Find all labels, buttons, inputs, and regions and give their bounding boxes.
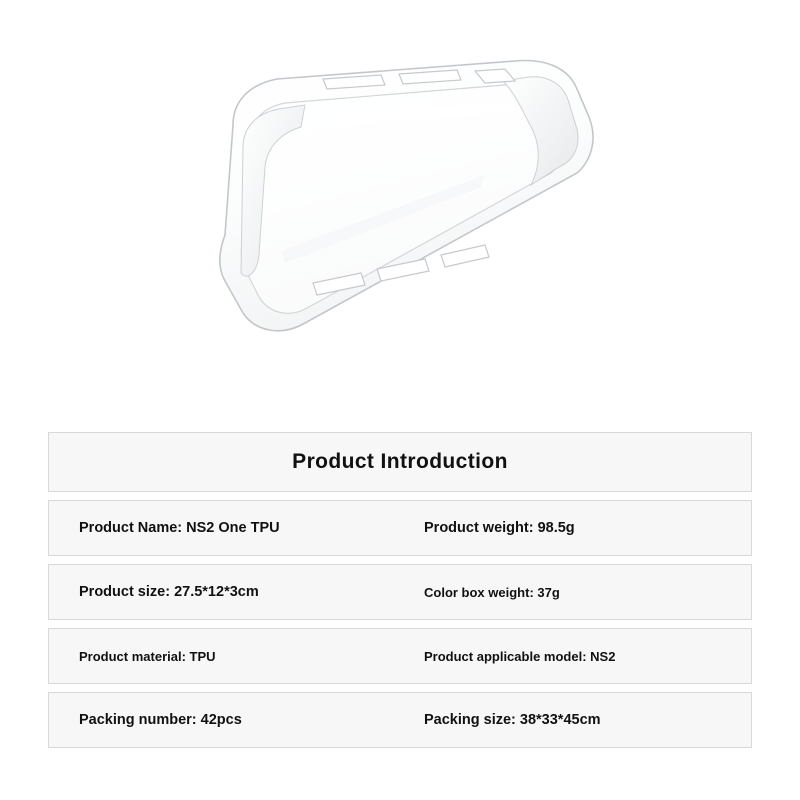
tpu-case-svg [185, 55, 625, 355]
table-row [48, 692, 752, 748]
spec-packing-size: Packing size: 38*33*45cm [424, 712, 601, 728]
spec-heading-row [48, 432, 752, 492]
table-row [48, 500, 752, 556]
page-title: Product Introduction [292, 450, 508, 473]
product-spec-table [48, 432, 752, 756]
spec-color-box-weight: Color box weight: 37g [424, 584, 560, 600]
spec-product-weight: Product weight: 98.5g [424, 520, 575, 536]
table-row [48, 628, 752, 684]
bottom-right-cutout [441, 245, 489, 267]
spec-product-material: Product material: TPU [79, 648, 216, 664]
spec-product-size: Product size: 27.5*12*3cm [79, 584, 259, 600]
spec-applicable-model: Product applicable model: NS2 [424, 648, 616, 664]
tpu-case-illustration [185, 55, 625, 355]
table-row [48, 564, 752, 620]
spec-packing-number: Packing number: 42pcs [79, 712, 242, 728]
spec-product-name: Product Name: NS2 One TPU [79, 520, 280, 536]
